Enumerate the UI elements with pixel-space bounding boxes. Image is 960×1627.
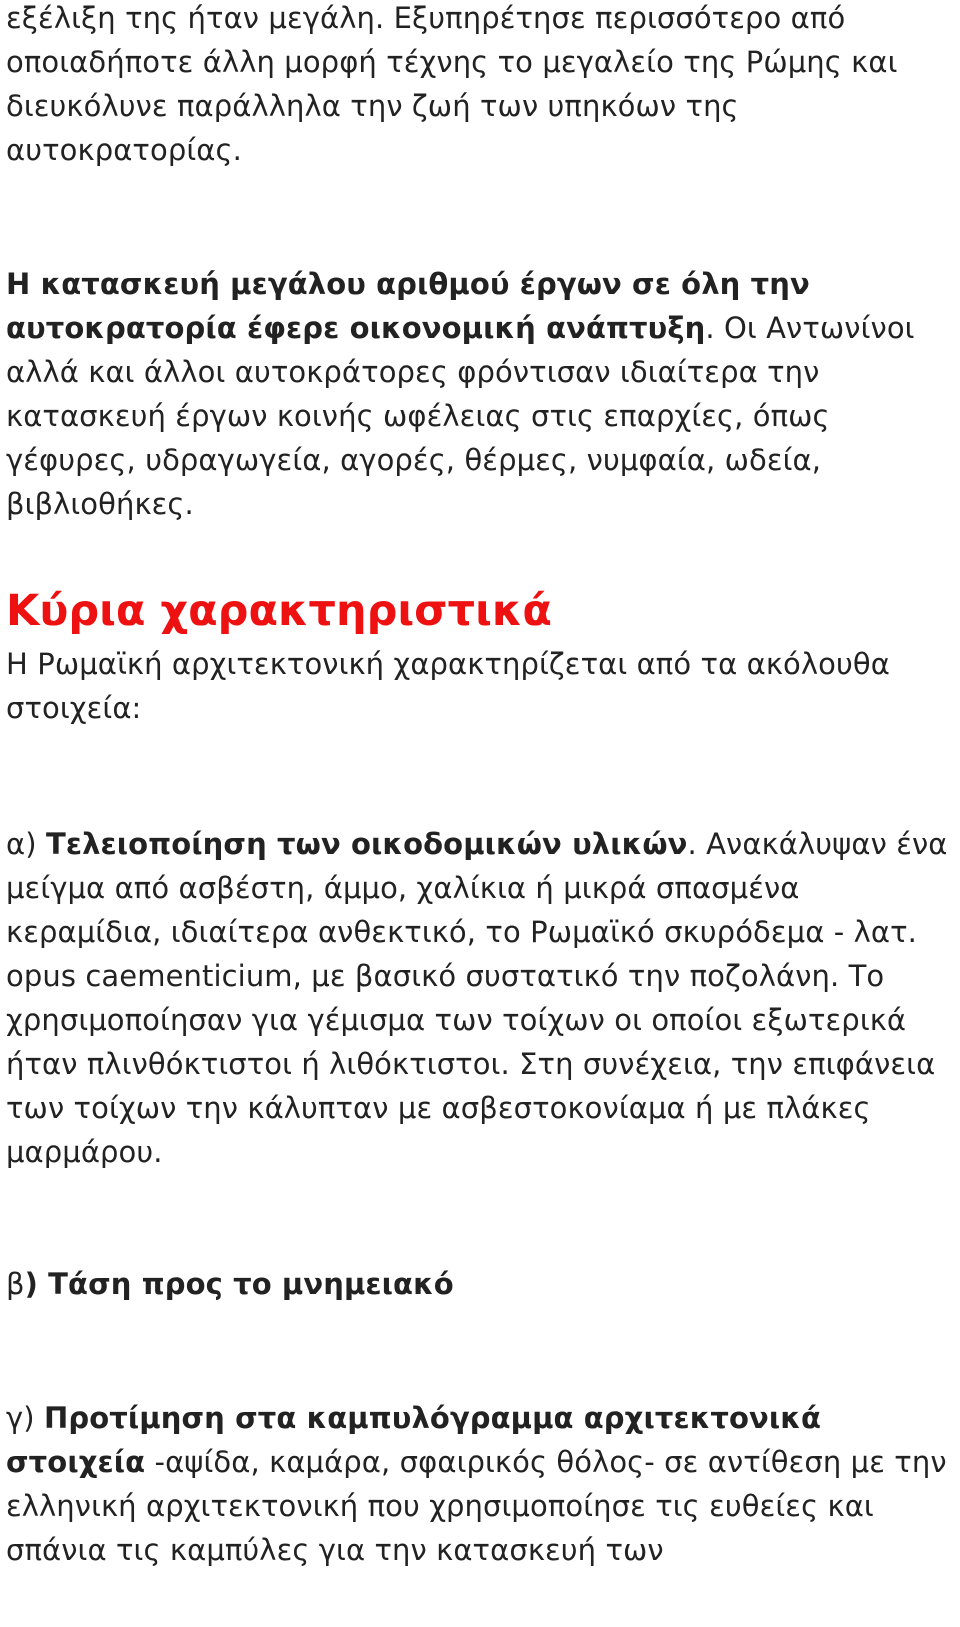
list-marker: α) — [6, 827, 46, 861]
list-item-bold-title: ) Τάση προς το μνημειακό — [24, 1267, 454, 1301]
list-marker: β — [6, 1267, 25, 1301]
list-item-bold-title: Προτίμηση στα καμπυλόγραμμα αρχιτεκτονικά στοιχεία — [6, 1401, 822, 1479]
list-item-b — [6, 1262, 454, 1306]
paragraph-economy — [6, 262, 956, 526]
list-item-a — [6, 822, 956, 1174]
paragraph-characteristics-intro — [6, 642, 956, 730]
list-item-c — [6, 1396, 956, 1572]
paragraph-intro — [6, 0, 956, 172]
paragraph-bold-lead: Η κατασκευή μεγάλου αριθμού έργων σε όλη την αυτοκρατορία έφερε οικονομική ανάπτυξη — [6, 267, 810, 345]
section-heading: Κύρια χαρακτηριστικά — [6, 586, 552, 636]
list-item-bold-title: Τελειοποίηση των οικοδομικών υλικών — [45, 827, 688, 861]
paragraph-text: Η Ρωμαϊκή αρχιτεκτονική χαρακτηρίζεται από τα ακόλουθα στοιχεία: — [6, 647, 890, 725]
list-marker: γ) — [6, 1401, 44, 1435]
list-item-text: . Ανακάλυψαν ένα μείγμα από ασβέστη, άμμο, χαλίκια ή μικρά σπασμένα κεραμίδια, ιδιαίτερα ανθεκτικό, το Ρωμαϊκό σκυρόδεμα - λατ. opus caementicium, με βασικό συστατικό την ποζολάνη. Το χρησιμοποίησαν για γέμισμα των τοίχων οι οποίοι εξωτερικά ήταν πλινθόκτιστοι ή λιθόκτιστοι. Στη συνέχεια, την επιφάνεια των τοίχων την κάλυπταν με ασβεστοκονίαμα ή με πλάκες μαρμάρου. — [6, 827, 948, 1169]
paragraph-text: εξέλιξη της ήταν μεγάλη. Εξυπηρέτησε περισσότερο από οποιαδήποτε άλλη μορφή τέχνης το μεγαλείο της Ρώμης και διευκόλυνε παράλληλα την ζωή των υπηκόων της αυτοκρατορίας. — [6, 1, 898, 167]
list-item-text: -αψίδα, καμάρα, σφαιρικός θόλος- σε αντίθεση με την ελληνική αρχιτεκτονική που χρησιμοποίησε τις ευθείες και σπάνια τις καμπύλες για την κατασκευή των — [6, 1445, 947, 1567]
paragraph-text: . Οι Αντωνίνοι αλλά και άλλοι αυτοκράτορες φρόντισαν ιδιαίτερα την κατασκευή έργων κοινής ωφέλειας στις επαρχίες, όπως γέφυρες, υδραγωγεία, αγορές, θέρμες, νυμφαία, ωδεία, βιβλιοθήκες. — [6, 311, 915, 521]
